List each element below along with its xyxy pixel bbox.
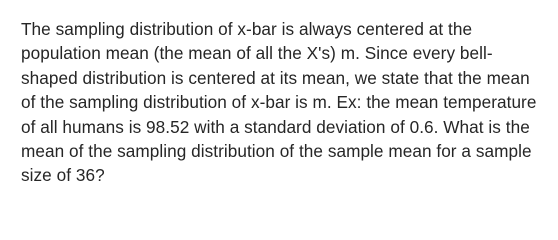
question-text: The sampling distribution of x-bar is always centered at the population mean (the mean of all the X's) m. Since every bell-shaped distribution is centered at its mean, we state that the mean of the sampling distribution of x-bar is m. Ex: the mean temperature of all humans is 98.52 with a standard deviation of 0.6. What is the mean of the sampling distribution of the sample mean for a sample size of 36? (21, 19, 537, 186)
